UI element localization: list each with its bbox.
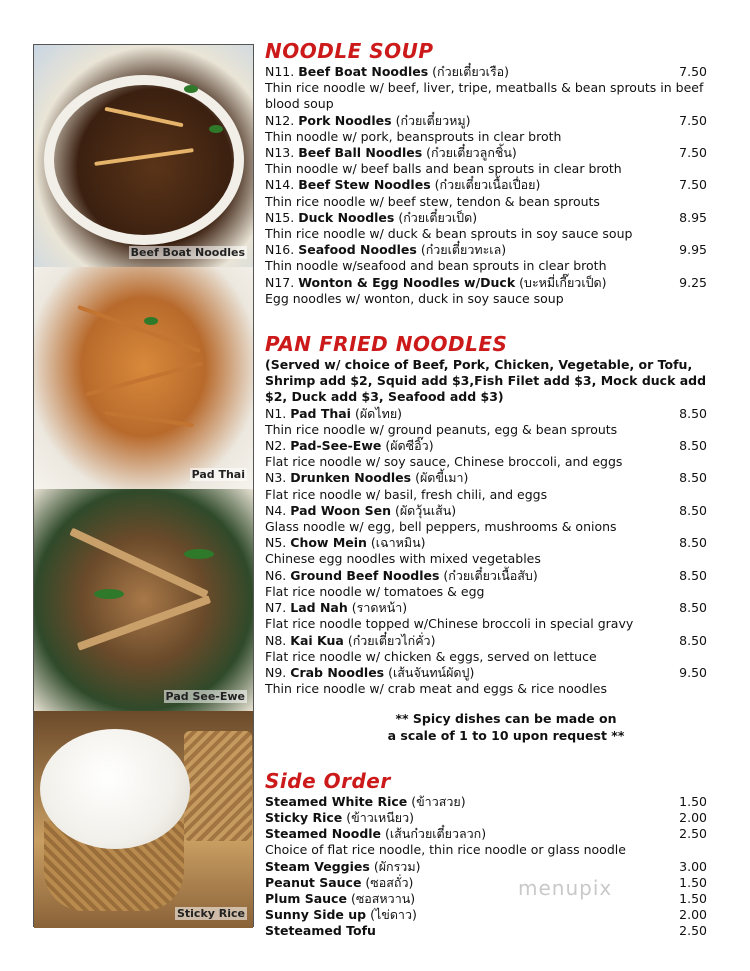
menu-item-heading <box>265 503 456 519</box>
menu-item-heading <box>265 794 466 810</box>
spicy-note-line: a scale of 1 to 10 upon request ** <box>387 727 625 743</box>
menu-item-heading <box>265 665 474 681</box>
section-title-side-order: Side Order <box>265 768 391 793</box>
menu-item-code: N8. <box>265 632 287 648</box>
menu-item-description: Flat rice noodle w/ soy sauce, Chinese broccoli, and eggs <box>265 454 623 470</box>
menu-item-row <box>265 113 707 129</box>
menu-item-heading <box>265 568 538 584</box>
menu-item-heading <box>265 438 434 454</box>
menu-item-description: Flat rice noodle w/ tomatoes & egg <box>265 583 485 599</box>
menu-item-name: Steamed Noodle <box>265 826 382 842</box>
noodle-strand <box>69 528 208 599</box>
menu-item-price: 3.00 <box>679 858 707 874</box>
menu-item-thai-name: (ไข่ดาว) <box>370 907 417 923</box>
spicy-note <box>305 711 707 743</box>
menu-item-heading <box>265 145 517 161</box>
menu-item-description: Thin rice noodle w/ beef, liver, tripe, meatballs & bean sprouts in beef blood soup <box>265 80 704 112</box>
herb-leaf <box>184 85 198 93</box>
menu-item-row <box>265 438 707 454</box>
menu-item-code: N11. <box>265 64 295 79</box>
menu-item-row <box>265 275 707 291</box>
menu-item-code: N3. <box>265 470 287 486</box>
menu-item-description: Flat rice noodle topped w/Chinese broccoli in special gravy <box>265 616 634 632</box>
menu-item-thai-name: (ซอสหวาน) <box>350 890 416 906</box>
menu-item-name: Ground Beef Noodles <box>290 567 440 583</box>
menu-item-name: Pad Thai <box>290 405 351 421</box>
menu-item-row <box>265 859 707 875</box>
menu-item-description: Thin noodle w/ pork, beansprouts in clear broth <box>265 128 562 144</box>
menu-item-name: Crab Noodles <box>290 664 385 680</box>
photo-caption: Pad Thai <box>191 468 245 481</box>
menu-item-name: Steteamed Tofu <box>265 923 376 939</box>
menu-item-code: N12. <box>265 112 295 128</box>
menu-item-name: Sunny Side up <box>265 907 367 923</box>
menu-item-thai-name: (ก๋วยเตี๋ยวเนื้อเปื่อย) <box>434 177 541 193</box>
menu-item-row <box>265 503 707 519</box>
pan-fried-note: (Served w/ choice of Beef, Pork, Chicken, Vegetable, or Tofu, Shrimp add $2, Squid add $3,Fish Filet add $3, Mock duck add $2, Duck add $3, Seafood add $3) <box>265 357 707 405</box>
menu-item-heading <box>265 210 477 226</box>
menu-item-thai-name: (ก๋วยเตี๋ยวเนื้อสับ) <box>443 567 538 583</box>
menu-item-price: 2.00 <box>679 907 707 923</box>
menu-item-name: Beef Stew Noodles <box>298 177 431 193</box>
menu-item-heading <box>265 859 420 875</box>
menu-item-name: Lad Nah <box>290 600 348 616</box>
menu-item-description: Glass noodle w/ egg, bell peppers, mushrooms & onions <box>265 519 617 535</box>
side-order-list <box>265 794 707 940</box>
menu-item-row <box>265 470 707 486</box>
rice-shape <box>40 729 190 849</box>
menu-item-price: 8.50 <box>679 438 707 454</box>
menu-item-row <box>265 891 707 907</box>
menu-item-thai-name: (ก๋วยเตี๋ยวเรือ) <box>432 64 510 79</box>
photo-caption: Sticky Rice <box>176 907 245 920</box>
menu-item-heading <box>265 113 470 129</box>
menu-item-row <box>265 568 707 584</box>
menu-item-description: Flat rice noodle w/ basil, fresh chili, and eggs <box>265 486 548 502</box>
noodle-strand <box>77 305 201 353</box>
photo-caption: Pad See-Ewe <box>165 690 245 703</box>
menu-item-price: 8.50 <box>679 502 707 518</box>
menu-item-thai-name: (เฉาหมิน) <box>370 535 426 551</box>
herb-leaf <box>209 125 223 133</box>
menu-item-description: Thin rice noodle w/ ground peanuts, egg & bean sprouts <box>265 421 618 437</box>
menu-item-heading <box>265 600 407 616</box>
menu-item-code: N4. <box>265 502 287 518</box>
menu-item-thai-name: (ก๋วยเตี๋ยวลูกชิ้น) <box>426 145 517 161</box>
noodle-strand <box>86 362 203 397</box>
menu-item-thai-name: (บะหมี่เกี๊ยวเป็ด) <box>519 274 607 290</box>
menu-item-description: Thin rice noodle w/ duck & bean sprouts in soy sauce soup <box>265 226 633 242</box>
menu-item-heading <box>265 633 435 649</box>
menu-item-price: 8.50 <box>679 567 707 583</box>
menu-item-thai-name: (ก๋วยเตี๋ยวหมู) <box>395 112 471 128</box>
menu-item-thai-name: (ผัดขี้เมา) <box>415 470 469 486</box>
menu-item-thai-name: (ข้าวเหนียว) <box>346 809 415 825</box>
menu-item-price: 9.95 <box>679 242 707 258</box>
photo-caption: Beef Boat Noodles <box>130 246 245 259</box>
menu-item-thai-name: (ผัดวุ้นเส้น) <box>394 502 457 518</box>
menu-item-name: Duck Noodles <box>298 209 395 225</box>
menu-item-heading <box>265 535 426 551</box>
menu-item-name: Peanut Sauce <box>265 874 362 890</box>
herb-leaf <box>144 317 158 325</box>
menu-item-code: N6. <box>265 567 287 583</box>
menu-item-price: 7.50 <box>679 177 707 193</box>
menu-item-heading <box>265 275 607 291</box>
photo-sticky-rice <box>34 711 253 928</box>
menu-item-thai-name: (ผักรวม) <box>373 858 421 874</box>
menu-item-name: Seafood Noodles <box>298 242 417 258</box>
menu-item-name: Chow Mein <box>290 535 367 551</box>
menu-item-price: 2.00 <box>679 809 707 825</box>
menu-item-code: N14. <box>265 177 295 193</box>
bowl-shape <box>44 75 244 245</box>
menu-item-code: N9. <box>265 664 287 680</box>
menu-item-row <box>265 907 707 923</box>
menu-item-name: Pork Noodles <box>298 112 392 128</box>
noodle-strand <box>77 595 211 650</box>
menu-item-thai-name: (ก๋วยเตี๋ยวไก่คั่ว) <box>347 632 436 648</box>
herb-leaf <box>184 549 214 559</box>
menu-item-heading <box>265 923 376 939</box>
menu-item-price: 2.50 <box>679 923 707 939</box>
menu-item-price: 9.25 <box>679 274 707 290</box>
menu-item-heading <box>265 470 468 486</box>
menu-item-code: N15. <box>265 209 295 225</box>
menu-item-code: N1. <box>265 405 287 421</box>
menu-item-code: N2. <box>265 438 287 454</box>
menu-item-description: Thin rice noodle w/ beef stew, tendon & bean sprouts <box>265 193 600 209</box>
menu-item-description: Thin noodle w/ beef balls and bean sprouts in clear broth <box>265 161 622 177</box>
menu-item-heading <box>265 891 415 907</box>
menu-item-row <box>265 810 707 826</box>
menu-content <box>265 38 707 940</box>
menu-item-price: 7.50 <box>679 64 707 79</box>
menu-item-description: Choice of flat rice noodle, thin rice noodle or glass noodle <box>265 842 626 858</box>
menu-item-description: Thin rice noodle w/ crab meat and eggs & rice noodles <box>265 681 607 697</box>
menu-item-description: Egg noodles w/ wonton, duck in soy sauce soup <box>265 290 564 306</box>
menu-item-row <box>265 826 707 842</box>
menu-item-description: Flat rice noodle w/ chicken & eggs, served on lettuce <box>265 648 597 664</box>
menu-item-price: 1.50 <box>679 874 707 890</box>
menu-item-thai-name: (ก๋วยเตี๋ยวทะเล) <box>420 242 507 258</box>
menu-item-price: 8.50 <box>679 632 707 648</box>
menu-item-name: Sticky Rice <box>265 809 343 825</box>
menu-item-code: N5. <box>265 535 287 551</box>
menu-item-heading <box>265 907 417 923</box>
menu-item-price: 8.50 <box>679 535 707 551</box>
menu-item-thai-name: (ซอสถั่ว) <box>365 874 414 890</box>
menu-item-name: Beef Boat Noodles <box>298 64 429 79</box>
menu-item-price: 2.50 <box>679 826 707 842</box>
menu-item-heading <box>265 64 509 80</box>
menu-item-row <box>265 145 707 161</box>
menu-item-row <box>265 210 707 226</box>
menu-item-heading <box>265 406 402 422</box>
menu-item-name: Pad Woon Sen <box>290 502 391 518</box>
menu-item-price: 7.50 <box>679 112 707 128</box>
menu-item-price: 8.50 <box>679 405 707 421</box>
menu-item-price: 1.50 <box>679 890 707 906</box>
menu-item-heading <box>265 810 414 826</box>
menu-item-thai-name: (ผัดไทย) <box>354 405 403 421</box>
photo-pad-thai <box>34 267 253 489</box>
menu-item-price: 1.50 <box>679 793 707 809</box>
spicy-note-line: ** Spicy dishes can be made on <box>395 711 617 727</box>
menu-item-thai-name: (เส้นก๋วยเตี๋ยวลวก) <box>385 826 487 842</box>
menu-item-name: Pad-See-Ewe <box>290 438 382 454</box>
menu-item-row <box>265 665 707 681</box>
menu-item-price: 9.50 <box>679 664 707 680</box>
menu-item-row <box>265 794 707 810</box>
section-title-pan-fried: PAN FRIED NOODLES <box>265 332 508 357</box>
menu-item-thai-name: (ผัดซีอิ๊ว) <box>385 438 434 454</box>
menu-item-description: Chinese egg noodles with mixed vegetables <box>265 551 541 567</box>
menu-item-row <box>265 633 707 649</box>
menu-item-heading <box>265 242 506 258</box>
menu-item-name: Plum Sauce <box>265 890 347 906</box>
menu-item-name: Kai Kua <box>290 632 344 648</box>
photo-beef-boat-noodles <box>34 45 253 267</box>
noodle-soup-list <box>265 64 707 307</box>
watermark-logo: menupix <box>518 876 613 900</box>
herb-leaf <box>94 589 124 599</box>
menu-item-row <box>265 64 707 80</box>
menu-item-heading <box>265 875 413 891</box>
menu-item-name: Steam Veggies <box>265 858 370 874</box>
menu-item-price: 8.50 <box>679 600 707 616</box>
menu-item-thai-name: (ก๋วยเตี๋ยวเป็ด) <box>398 209 478 225</box>
menu-item-row <box>265 177 707 193</box>
menu-item-row <box>265 242 707 258</box>
noodle-strand <box>104 411 194 427</box>
pan-fried-list <box>265 406 707 698</box>
menu-item-row <box>265 535 707 551</box>
menu-item-code: N13. <box>265 145 295 161</box>
menu-item-thai-name: (เส้นจันทน์ผัดปู) <box>388 664 475 680</box>
menu-item-name: Steamed White Rice <box>265 793 408 809</box>
menu-item-row <box>265 406 707 422</box>
menu-item-row <box>265 875 707 891</box>
menu-item-heading <box>265 826 486 842</box>
menu-item-thai-name: (ข้าวสวย) <box>411 793 466 809</box>
menu-item-name: Drunken Noodles <box>290 470 412 486</box>
menu-item-description: Thin noodle w/seafood and bean sprouts in clear broth <box>265 258 607 274</box>
photo-column <box>33 44 254 927</box>
menu-item-name: Beef Ball Noodles <box>298 145 423 161</box>
menu-item-code: N16. <box>265 242 295 258</box>
menu-item-row <box>265 600 707 616</box>
menu-item-code: N17. <box>265 274 295 290</box>
menu-item-thai-name: (ราดหน้า) <box>351 600 408 616</box>
section-title-noodle-soup: NOODLE SOUP <box>265 39 434 63</box>
menu-item-heading <box>265 177 540 193</box>
menu-item-name: Wonton & Egg Noodles w/Duck <box>298 274 516 290</box>
menu-item-price: 7.50 <box>679 145 707 161</box>
menu-item-price: 8.50 <box>679 470 707 486</box>
basket-shape <box>184 731 252 841</box>
photo-pad-see-ewe <box>34 489 253 711</box>
menu-item-code: N7. <box>265 600 287 616</box>
menu-item-row <box>265 923 707 939</box>
menu-item-price: 8.95 <box>679 209 707 225</box>
